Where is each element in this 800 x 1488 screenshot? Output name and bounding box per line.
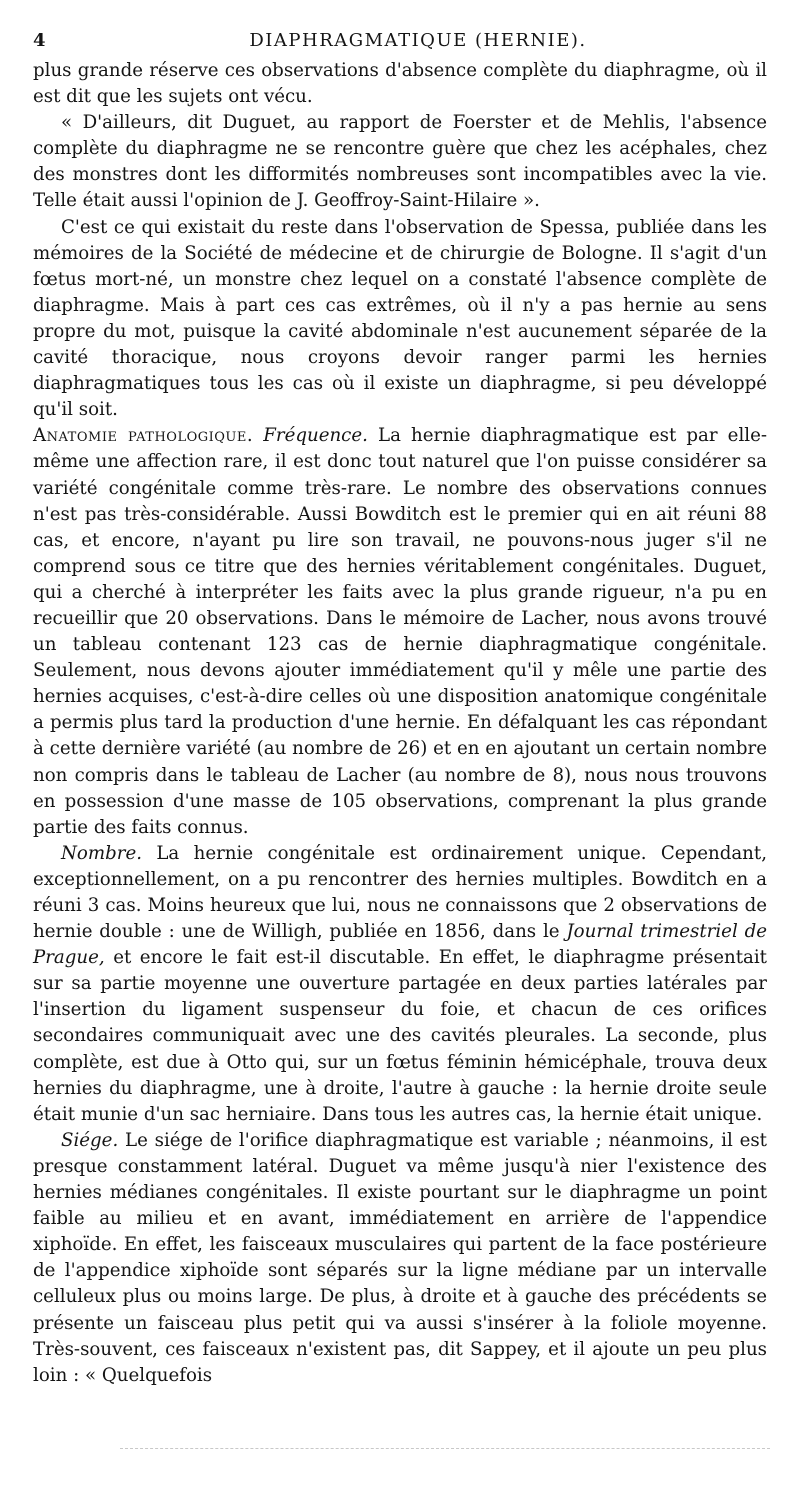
paragraph-nombre-text-a: La hernie congénitale est ordinairement unique. Cependant, exceptionnellement, on a pu rencontrer des hernies multiples. Bowditch en a réuni 3 cas. Moins heureux que lui, nous ne connaissons que 2 observations de hernie double : une de Willigh, publiée en 1856, dans le xyxy=(33,842,767,943)
paragraph-anatomie xyxy=(33,423,767,841)
paragraph-siege-text: Le siége de l'orifice diaphragmatique est variable ; néanmoins, il est presque constamment latéral. Duguet va même jusqu'à nier l'existence des hernies médianes congénitales. Il existe pourtant sur le diaphragme un point faible au milieu et en avant, immédiatement en arrière de l'appendice xiphoïde. En effet, les faisceaux musculaires qui partent de la face postérieure de l'appendice xiphoïde sont séparés sur la ligne médiane par un intervalle celluleux plus ou moins large. De plus, à droite et à gauche des précédents se présente un faisceau plus petit qui va aussi s'insérer à la foliole moyenne. Très-souvent, ces faisceaux n'existent pas, dit Sappey, et il ajoute un peu plus loin : « Quelquefois xyxy=(33,1129,767,1386)
footer-rule xyxy=(120,1448,770,1449)
paragraph-nombre xyxy=(33,841,767,1128)
paragraph-duguet-quote: « D'ailleurs, dit Duguet, au rapport de Foerster et de Mehlis, l'absence complète du diaphragme ne se rencontre guère que chez les acéphales, chez des monstres dont les difformités nombreuses sont incompatibles avec la vie. Telle était aussi l'opinion de J. Geoffroy-Saint-Hilaire ». xyxy=(33,112,767,212)
body-text xyxy=(33,58,767,1389)
subheading-frequence: Fréquence. xyxy=(263,425,368,447)
subheading-nombre: Nombre. xyxy=(61,842,142,864)
running-title: DIAPHRAGMATIQUE (HERNIE). xyxy=(249,30,587,51)
subheading-siege: Siége. xyxy=(61,1129,119,1151)
journal-title: Journal trimestriel de Prague, xyxy=(33,921,767,969)
paragraph-spessa: C'est ce qui existait du reste dans l'observation de Spessa, publiée dans les mémoires de la Société de médecine et de chirurgie de Bologne. Il s'agit d'un fœtus mort-né, un monstre chez lequel on a constaté l'absence complète de diaphragme. Mais à part ces cas extrêmes, où il n'y a pas hernie au sens propre du mot, puisque la cavité abdominale n'est aucunement séparée de la cavité thoracique, nous croyons devoir ranger parmi les hernies diaphragmatiques tous les cas où il existe un diaphragme, si peu développé qu'il soit. xyxy=(33,216,767,421)
page-header xyxy=(33,30,767,58)
page-number: 4 xyxy=(33,30,48,51)
paragraph-nombre-text-b: et encore le fait est-il discutable. En effet, le diaphragme présentait sur sa partie moyenne une ouverture partagée en deux parties latérales par l'insertion du ligament suspenseur du foie, et chacun de ces orifices secondaires communiquait avec une des cavités pleurales. La seconde, plus complète, est due à Otto qui, sur un fœtus féminin hémicéphale, trouva deux hernies du diaphragme, une à droite, l'autre à gauche : la hernie droite seule était munie d'un sac herniaire. Dans tous les autres cas, la hernie était unique. xyxy=(33,947,767,1125)
paragraph-siege xyxy=(33,1128,767,1389)
paragraph-continuation: plus grande réserve ces observations d'absence complète du diaphragme, où il est dit que les sujets ont vécu. xyxy=(33,60,767,108)
section-heading-anatomie: Anatomie pathologique. xyxy=(33,425,254,447)
book-page xyxy=(33,30,767,1389)
paragraph-frequence-text: La hernie diaphragmatique est par elle-même une affection rare, il est donc tout naturel que l'on puisse considérer sa variété congénitale comme très-rare. Le nombre des observations connues n'est pas très-considérable. Aussi Bowditch est le premier qui en ait réuni 88 cas, et encore, n'ayant pu lire son travail, ne pouvons-nous juger s'il ne comprend sous ce titre que des hernies véritablement congénitales. Duguet, qui a cherché à interpréter les faits avec la plus grande rigueur, n'a pu en recueillir que 20 observations. Dans le mémoire de Lacher, nous avons trouvé un tableau contenant 123 cas de hernie diaphragmatique congénitale. Seulement, nous devons ajouter immédiatement qu'il y mêle une partie des hernies acquises, c'est-à-dire celles où une disposition anatomique congénitale a permis plus tard la production d'une hernie. En défalquant les cas répondant à cette dernière variété (au nombre de 26) et en en ajoutant un certain nombre non compris dans le tableau de Lacher (au nombre de 8), nous nous trouvons en possession d'une masse de 105 observations, comprenant la plus grande partie des faits connus. xyxy=(33,425,767,838)
